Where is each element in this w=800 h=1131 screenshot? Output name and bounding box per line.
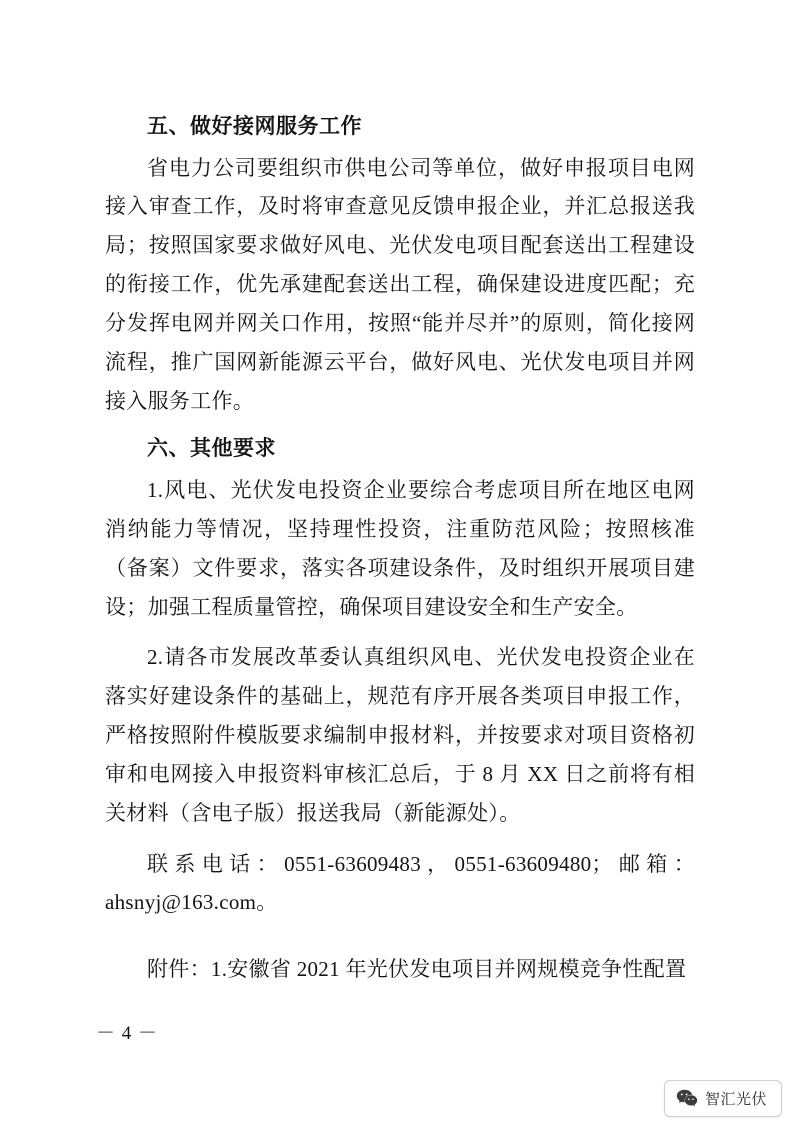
wechat-icon [676, 1089, 698, 1108]
contact-paragraph: 联系电话：0551-63609483，0551-63609480；邮箱：ahsnyj@163.com。 [105, 851, 695, 915]
section-heading-six: 六、其他要求 [147, 436, 276, 461]
wechat-account-badge[interactable] [664, 1080, 782, 1117]
section-six-paragraph-1: 1.风电、光伏发电投资企业要综合考虑项目所在地区电网消纳能力等情况，坚持理性投资，注重防范风险；按照核准（备案）文件要求，落实各项建设条件，及时组织开展项目建设；加强工程质量管控，确保项目建设安全和生产安全。 [105, 478, 695, 619]
paragraph-spacer-2 [105, 835, 695, 845]
attachment-spacer [105, 924, 695, 950]
section-five-paragraph-1: 省电力公司要组织市供电公司等单位，做好申报项目电网接入审查工作，及时将审查意见反馈申报企业，并汇总报送我局；按照国家要求做好风电、光伏发电项目配套送出工程建设的衔接工作，优先承建配套送出工程，确保建设进度匹配；充分发挥电网并网关口作用，按照“能并尽并”的原则，简化接网流程，推广国网新能源云平台，做好风电、光伏发电项目并网接入服务工作。 [105, 155, 695, 413]
attachment-line: 附件：1.安徽省 2021 年光伏发电项目并网规模竞争性配置 [147, 957, 687, 982]
section-heading-five: 五、做好接网服务工作 [147, 114, 362, 138]
section-six-paragraph-2: 2.请各市发展改革委认真组织风电、光伏发电投资企业在落实好建设条件的基础上，规范有序开展各类项目申报工作，严格按照附件模版要求编制申报材料，并按要求对项目资格初审和电网接入申报资料审核汇总后，于 8 月 XX 日之前将有相关材料（含电子版）报送我局（新能源处）。 [105, 645, 695, 825]
section-spacer [105, 422, 695, 432]
page-number: － 4 － [96, 1023, 159, 1044]
wechat-account-name: 智汇光伏 [704, 1091, 767, 1108]
paragraph-spacer-1 [105, 628, 695, 638]
document-body [105, 110, 695, 989]
